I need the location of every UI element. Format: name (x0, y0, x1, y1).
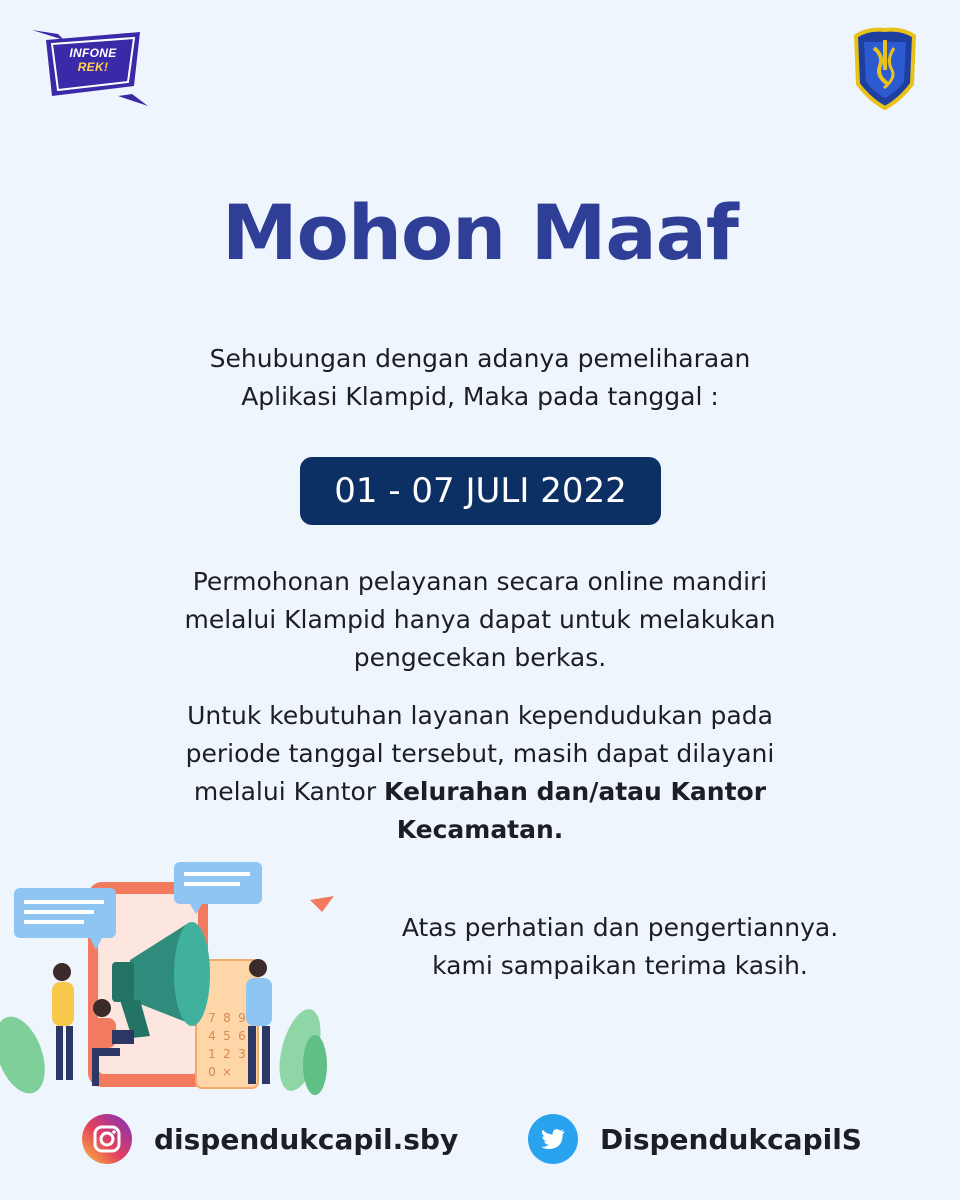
para2-line-3-bold: Kelurahan dan/atau Kantor (384, 777, 767, 806)
calc-key-times: × (221, 1065, 233, 1079)
notice-paragraph-1 (0, 563, 960, 677)
calc-key-4: 4 (208, 1029, 216, 1043)
intro-line-2: Aplikasi Klampid, Maka pada tanggal : (241, 382, 719, 411)
intro-line-1: Sehubungan dengan adanya pemeliharaan (209, 344, 751, 373)
calc-key-5: 5 (223, 1029, 231, 1043)
closing-line-2: kami sampaikan terima kasih. (432, 951, 808, 980)
date-range-badge: 01 - 07 JULI 2022 (300, 457, 661, 525)
para2-line-4-bold: Kecamatan. (396, 815, 564, 844)
calc-key-6: 6 (238, 1029, 246, 1043)
twitter-handle[interactable]: DispendukcapilS (600, 1122, 862, 1156)
calc-key-2: 2 (223, 1047, 231, 1061)
instagram-icon (82, 1114, 132, 1164)
notice-paragraph-2 (0, 697, 960, 849)
illustration-graphic (0, 850, 335, 1095)
closing-text (330, 909, 910, 985)
page-title: Mohon Maaf (222, 188, 738, 277)
twitter-contact[interactable] (528, 1114, 862, 1164)
infone-rek-logo (28, 26, 154, 108)
twitter-icon (528, 1114, 578, 1164)
para2-line-3-plain: melalui Kantor (193, 777, 385, 806)
para1-line-1: Permohonan pelayanan secara online mandiri (192, 567, 768, 596)
calc-key-3: 3 (238, 1047, 246, 1061)
calc-key-1: 1 (208, 1047, 216, 1061)
megaphone-illustration (0, 850, 335, 1095)
calc-key-9: 9 (238, 1011, 246, 1025)
para2-line-2: periode tanggal tersebut, masih dapat dilayani (185, 739, 775, 768)
instagram-contact[interactable] (82, 1114, 458, 1164)
intro-text (0, 340, 960, 416)
calc-key-7: 7 (208, 1011, 216, 1025)
para1-line-3: pengecekan berkas. (353, 643, 607, 672)
badge-line2: REK! (77, 60, 109, 74)
calc-key-8: 8 (223, 1011, 231, 1025)
para2-line-1: Untuk kebutuhan layanan kependudukan pada (187, 701, 773, 730)
instagram-handle[interactable]: dispendukcapil.sby (154, 1122, 459, 1156)
para2-line-3 (0, 773, 960, 811)
badge-line1: INFONE (69, 46, 117, 60)
crest-icon (850, 26, 920, 112)
calc-key-0: 0 (208, 1065, 216, 1079)
closing-line-1: Atas perhatian dan pengertiannya. (401, 913, 839, 942)
city-crest-logo (850, 26, 920, 112)
para1-line-2: melalui Klampid hanya dapat untuk melakukan (184, 605, 776, 634)
